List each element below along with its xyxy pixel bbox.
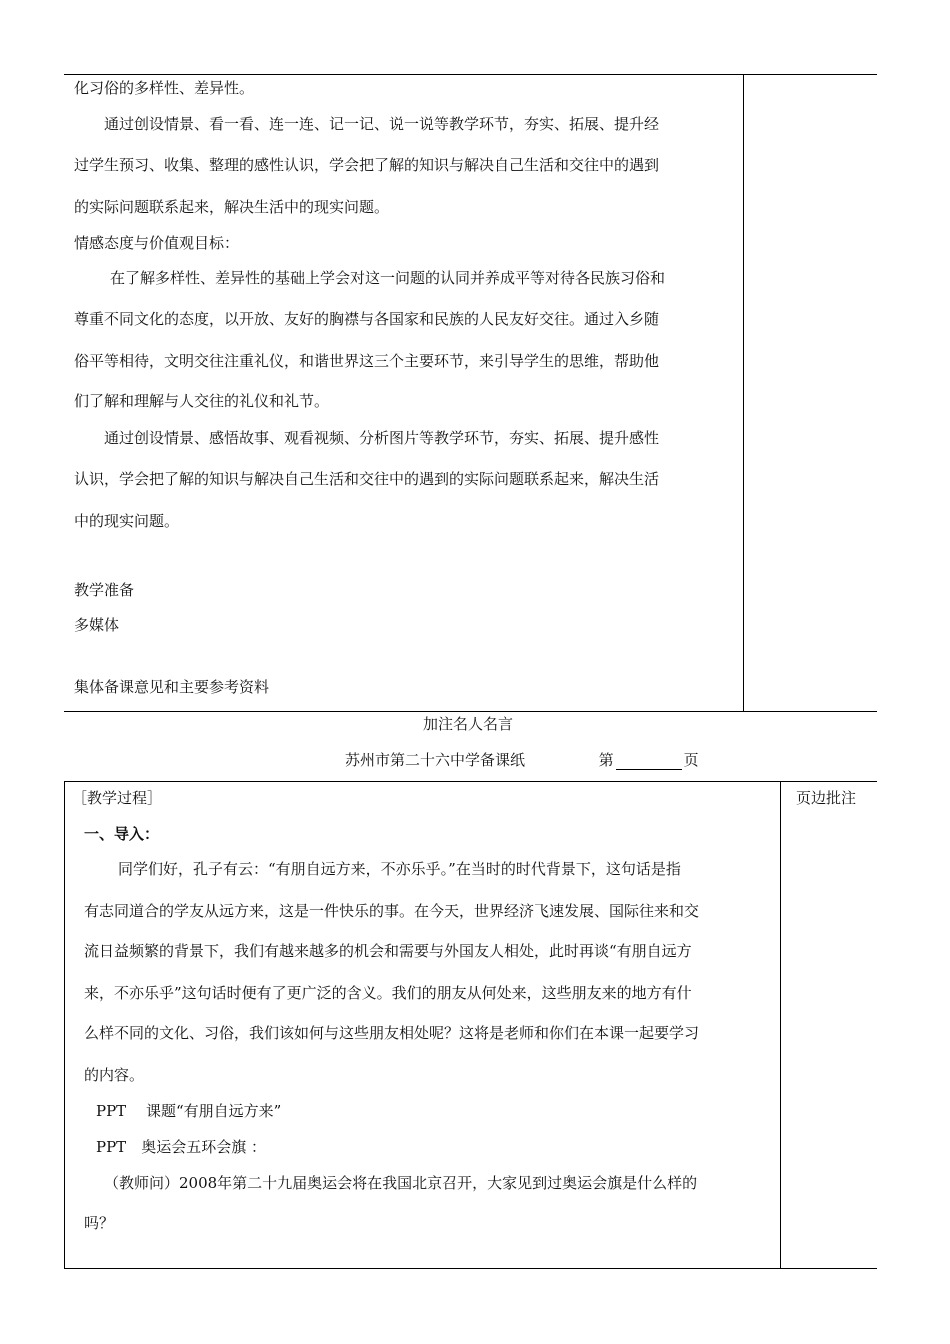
text-line: 中的现实问题。 xyxy=(74,512,180,530)
text-line: 化习俗的多样性、差异性。 xyxy=(74,79,255,97)
table2-bottom-border xyxy=(64,1268,877,1269)
text-line: 情感态度与价值观目标： xyxy=(74,234,240,252)
text-line: 们了解和理解与人交往的礼仪和礼节。 xyxy=(74,392,330,410)
table1-bottom-border xyxy=(64,711,877,712)
ppt-flag-line: PPT 奥运会五环会旗 ： xyxy=(96,1138,266,1156)
table1-divider xyxy=(743,74,744,711)
quote-note: 加注名人名言 xyxy=(423,715,514,733)
page-label-suffix: 页 xyxy=(683,751,699,769)
preparation-content: 多媒体 xyxy=(74,616,120,634)
text-line: 来，不亦乐乎”这句话时便有了更广泛的含义。我们的朋友从何处来，这些朋友来的地方有什 xyxy=(84,984,692,1002)
ppt-title-line: PPT 课题“有朋自远方来” xyxy=(96,1102,282,1120)
text-line: 通过创设情景、看一看、连一连、记一记、说一说等教学环节，夯实、拓展、提升经 xyxy=(104,115,660,133)
margin-notes-label: 页边批注 xyxy=(796,789,857,807)
table2-left-border xyxy=(64,781,65,1268)
references-heading: 集体备课意见和主要参考资料 xyxy=(74,678,270,696)
text-line: 俗平等相待，文明交往注重礼仪，和谐世界这三个主要环节，来引导学生的思维，帮助他 xyxy=(74,352,660,370)
text-line: 有志同道合的学友从远方来，这是一件快乐的事。在今天，世界经济飞速发展、国际往来和交 xyxy=(84,902,700,920)
text-line: 吗？ xyxy=(84,1214,115,1232)
intro-heading: 一、导入： xyxy=(84,825,160,843)
text-line: 么样不同的文化、习俗，我们该如何与这些朋友相处呢？这将是老师和你们在本课一起要学习 xyxy=(84,1024,700,1042)
text-line: 流日益频繁的背景下，我们有越来越多的机会和需要与外国友人相处，此时再谈“有朋自远方 xyxy=(84,942,692,960)
page-label-prefix: 第 xyxy=(598,751,614,769)
table2-divider xyxy=(780,781,781,1268)
text-line: 过学生预习、收集、整理的感性认识，学会把了解的知识与解决自己生活和交往中的遇到 xyxy=(74,156,660,174)
text-line: 认识，学会把了解的知识与解决自己生活和交往中的遇到的实际问题联系起来，解决生活 xyxy=(74,470,660,488)
text-line: 同学们好，孔子有云：“有朋自远方来，不亦乐乎。”在当时的时代背景下，这句话是指 xyxy=(118,860,681,878)
text-line: 的内容。 xyxy=(84,1066,145,1084)
text-line: 通过创设情景、感悟故事、观看视频、分析图片等教学环节，夯实、拓展、提升感性 xyxy=(104,429,660,447)
text-line: 在了解多样性、差异性的基础上学会对这一问题的认同并养成平等对待各民族习俗和 xyxy=(110,269,666,287)
school-name: 苏州市第二十六中学备课纸 xyxy=(345,751,526,769)
table2-top-border xyxy=(64,781,877,782)
text-line: 的实际问题联系起来，解决生活中的现实问题。 xyxy=(74,198,390,216)
preparation-heading: 教学准备 xyxy=(74,581,135,599)
text-line: 尊重不同文化的态度，以开放、友好的胸襟与各国家和民族的人民友好交往。通过入乡随 xyxy=(74,310,660,328)
teaching-process-heading: ［教学过程］ xyxy=(72,789,163,807)
text-line: （教师问）2008年第二十九届奥运会将在我国北京召开，大家见到过奥运会旗是什么样的 xyxy=(104,1174,698,1192)
table1-top-border xyxy=(64,74,877,75)
page-number-blank xyxy=(616,755,682,770)
page-header xyxy=(345,750,699,770)
